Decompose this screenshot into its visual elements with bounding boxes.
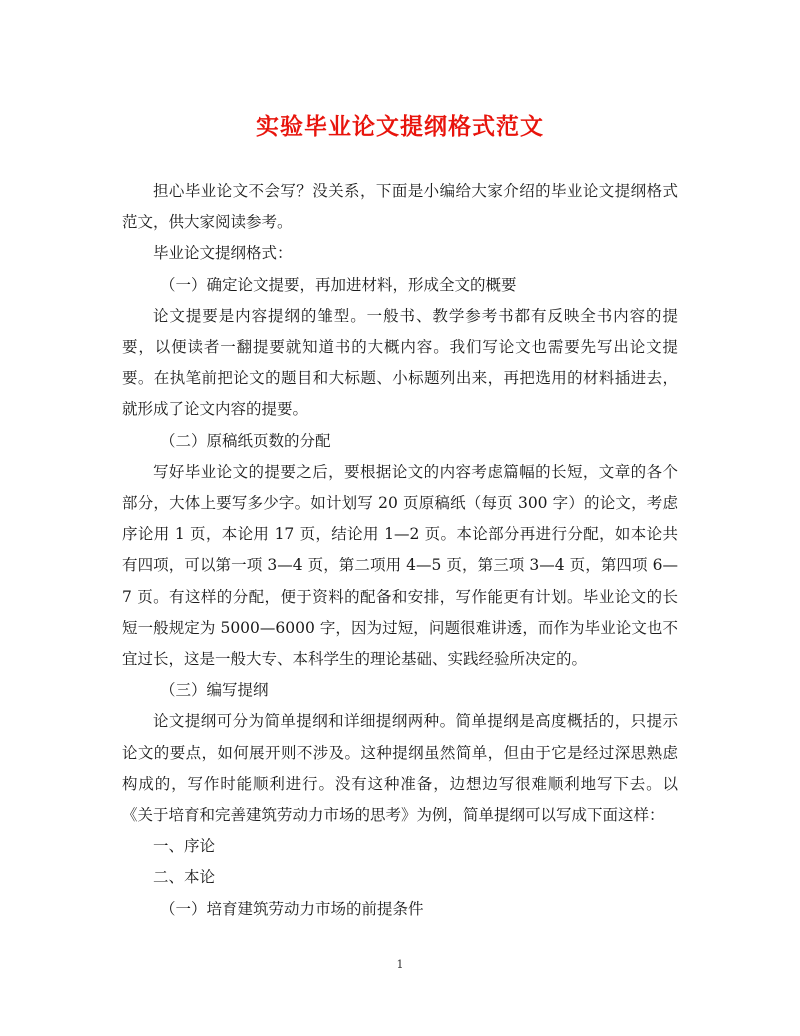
section-heading-3: （三）编写提纲 — [160, 681, 269, 700]
paragraph-intro: 担心毕业论文不会写？没关系，下面是小编给大家介绍的毕业论文提纲格式范文，供大家阅读参考。 — [122, 182, 678, 232]
document-body — [122, 176, 678, 925]
section-heading-1: （一）确定论文提要，再加进材料，形成全文的概要 — [160, 275, 517, 294]
outline-item-1: 一、序论 — [153, 837, 216, 856]
paragraph-section-1: 论文提要是内容提纲的雏型。一般书、教学参考书都有反映全书内容的提要，以便读者一翻提要就知道书的大概内容。我们写论文也需要先写出论文提要。在执笔前把论文的题目和大标题、小标题列出来，再把选用的材料插进去，就形成了论文内容的提要。 — [122, 306, 678, 419]
paragraph-section-3: 论文提纲可分为简单提纲和详细提纲两种。简单提纲是高度概括的，只提示论文的要点，如何展开则不涉及。这种提纲虽然简单，但由于它是经过深思熟虑构成的，写作时能顺利进行。没有这种准备，边想边写很难顺利地写下去。以《关于培育和完善建筑劳动力市场的思考》为例，简单提纲可以写成下面这样： — [122, 712, 678, 825]
outline-subitem-1: （一）培育建筑劳动力市场的前提条件 — [160, 899, 424, 918]
outline-item-2: 二、本论 — [153, 868, 216, 887]
paragraph-format-heading: 毕业论文提纲格式： — [153, 244, 293, 263]
section-heading-2: （二）原稿纸页数的分配 — [160, 431, 331, 450]
document-title: 实验毕业论文提纲格式范文 — [256, 113, 544, 140]
paragraph-section-2: 写好毕业论文的提要之后，要根据论文的内容考虑篇幅的长短，文章的各个部分，大体上要写多少字。如计划写 20 页原稿纸（每页 300 字）的论文，考虑序论用 1 页，本论用 17 页，结论用 1—2 页。本论部分再进行分配，如本论共有四项，可以第一项 3—4 页，第二项用 4—5 页，第三项 3—4 页，第四项 6—7 页。有这样的分配，便于资料的配备和安排，写作能更有计划。毕业论文的长短一般规定为 5000—6000 字，因为过短，问题很难讲透，而作为毕业论文也不宜过长，这是一般大专、本科学生的理论基础、实践经验所决定的。 — [122, 462, 678, 669]
page-number: 1 — [396, 958, 404, 971]
